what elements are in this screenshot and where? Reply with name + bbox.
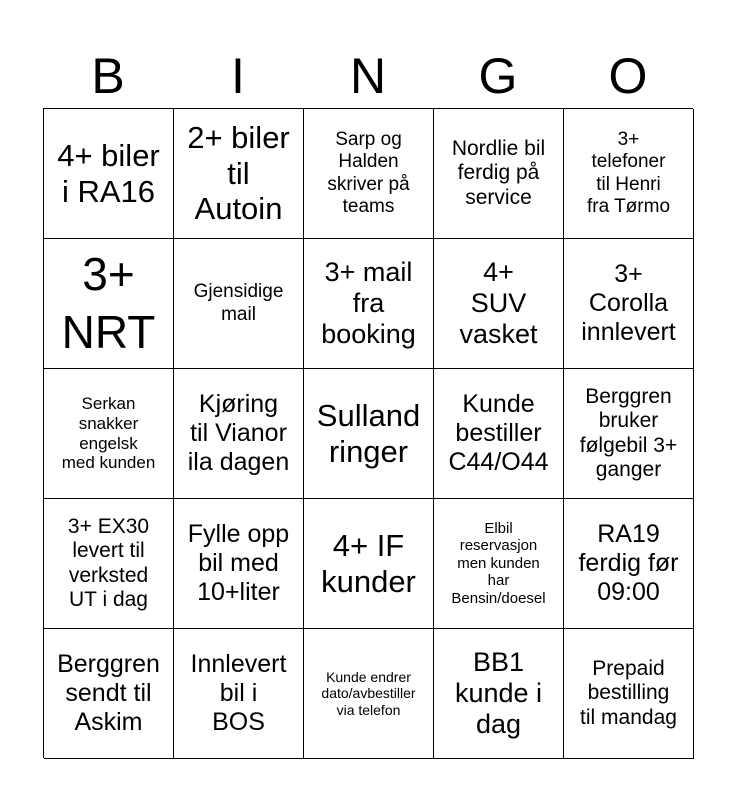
bingo-cell-r5-c5[interactable]: Prepaid bestilling til mandag	[564, 629, 694, 759]
bingo-cell-r3-c2[interactable]: Kjøring til Vianor ila dagen	[174, 369, 304, 499]
bingo-header	[43, 44, 693, 108]
bingo-cell-r2-c1[interactable]: 3+ NRT	[44, 239, 174, 369]
header-letter-o: O	[608, 48, 648, 104]
bingo-cell-r5-c4[interactable]: BB1 kunde i dag	[434, 629, 564, 759]
bingo-cell-r1-c2[interactable]: 2+ biler til Autoin	[174, 109, 304, 239]
bingo-cell-r1-c3[interactable]: Sarp og Halden skriver på teams	[304, 109, 434, 239]
bingo-cell-r1-c5[interactable]: 3+ telefoner til Henri fra Tørmo	[564, 109, 694, 239]
header-letter-i: I	[231, 48, 245, 104]
bingo-cell-r4-c4[interactable]: Elbil reservasjon men kunden har Bensin/doesel	[434, 499, 564, 629]
bingo-cell-r3-c3[interactable]: Sulland ringer	[304, 369, 434, 499]
bingo-cell-r5-c3[interactable]: Kunde endrer dato/avbestiller via telefon	[304, 629, 434, 759]
bingo-cell-r4-c2[interactable]: Fylle opp bil med 10+liter	[174, 499, 304, 629]
bingo-cell-r4-c5[interactable]: RA19 ferdig før 09:00	[564, 499, 694, 629]
header-letter-n: N	[349, 48, 387, 104]
bingo-cell-r5-c1[interactable]: Berggren sendt til Askim	[44, 629, 174, 759]
header-letter-b: B	[91, 48, 125, 104]
bingo-cell-r2-c3[interactable]: 3+ mail fra booking	[304, 239, 434, 369]
bingo-cell-r3-c5[interactable]: Berggren bruker følgebil 3+ ganger	[564, 369, 694, 499]
header-letter-g: G	[478, 48, 518, 104]
bingo-cell-r2-c5[interactable]: 3+ Corolla innlevert	[564, 239, 694, 369]
bingo-cell-r2-c4[interactable]: 4+ SUV vasket	[434, 239, 564, 369]
bingo-cell-r5-c2[interactable]: Innlevert bil i BOS	[174, 629, 304, 759]
bingo-cell-r1-c1[interactable]: 4+ biler i RA16	[44, 109, 174, 239]
bingo-cell-r3-c1[interactable]: Serkan snakker engelsk med kunden	[44, 369, 174, 499]
bingo-board	[43, 108, 693, 758]
bingo-cell-r4-c1[interactable]: 3+ EX30 levert til verksted UT i dag	[44, 499, 174, 629]
bingo-cell-r2-c2[interactable]: Gjensidige mail	[174, 239, 304, 369]
bingo-cell-r1-c4[interactable]: Nordlie bil ferdig på service	[434, 109, 564, 239]
bingo-cell-r4-c3[interactable]: 4+ IF kunder	[304, 499, 434, 629]
bingo-cell-r3-c4[interactable]: Kunde bestiller C44/O44	[434, 369, 564, 499]
